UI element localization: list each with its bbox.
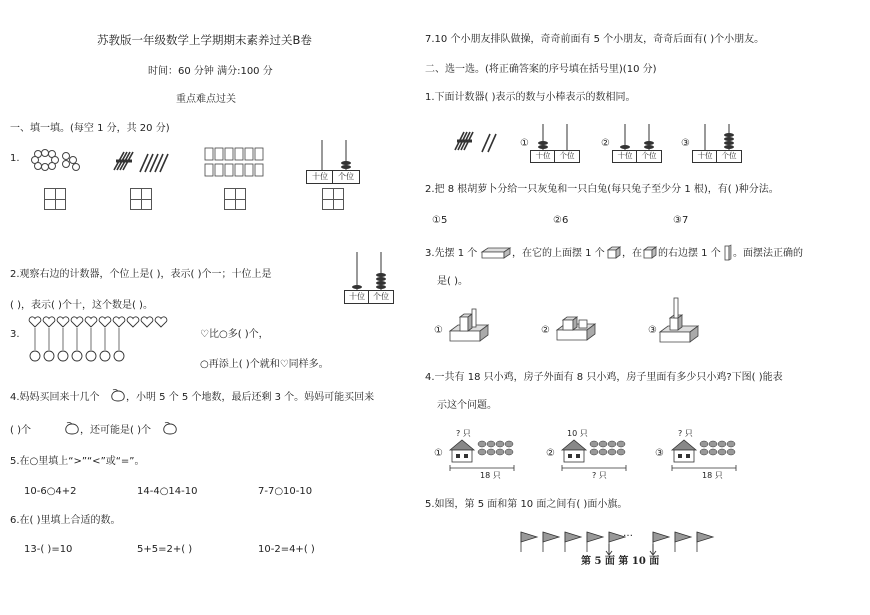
r1-a2-ones: 个位 — [636, 150, 662, 163]
flags-picture — [517, 528, 723, 556]
sticks-picture — [110, 148, 172, 176]
r1-abacus-2 — [612, 122, 662, 150]
q4-line-2a: ( )个 — [10, 425, 31, 436]
q2-abacus — [344, 250, 394, 290]
answer-grid-1[interactable] — [44, 188, 66, 210]
section-subtitle: 重点难点过关 — [176, 94, 236, 105]
q4-line-2b: ，还可能是( )个 — [80, 425, 151, 436]
peach-icon-2 — [64, 421, 80, 437]
cube-icon — [606, 245, 622, 261]
r1-line: 1.下面计数器( )表示的数与小棒表示的数相同。 — [425, 92, 636, 103]
q6-item-3: 10-2=4+( ) — [258, 544, 315, 555]
r1-option-1[interactable]: ① — [520, 138, 529, 149]
r2-line: 2.把 8 根胡萝卜分给一只灰兔和一只白兔(每只兔子至少分 1 根)，有( )种分法。 — [425, 184, 779, 195]
r4-option-2[interactable]: ② — [546, 448, 555, 459]
q3-line-2: ○再添上( )个就和♡同样多。 — [200, 359, 329, 370]
section-1-heading: 一、填一填。(每空 1 分，共 20 分) — [10, 123, 170, 134]
q5-line: 5.在○里填上“>”“<”或“=”。 — [10, 456, 145, 467]
r1-option-3[interactable]: ③ — [681, 138, 690, 149]
q5-item-1: 10-6○4+2 — [24, 486, 77, 497]
r3-shape-2 — [555, 308, 599, 342]
flat-block-icon — [480, 246, 512, 260]
r2-option-2[interactable]: ②6 — [553, 215, 569, 226]
q1-number: 1. — [10, 153, 20, 164]
r4-opt3-top-label: ? 只 — [678, 429, 693, 438]
q3-line-1: ♡比○多( )个， — [200, 329, 269, 340]
time-info: 时间：60 分钟 满分:100 分 — [148, 66, 273, 77]
r5-line: 5.如图，第 5 面和第 10 面之间有( )面小旗。 — [425, 499, 628, 510]
q2-line-2: ( )，表示( )个十，这个数是( )。 — [10, 300, 153, 311]
peach-icon — [110, 388, 126, 404]
r4-line-1: 4.一共有 18 只小鸡，房子外面有 8 只小鸡，房子里面有多少只小鸡?下图( )能表 — [425, 372, 783, 383]
r1-a2-tens: 十位 — [612, 150, 638, 163]
r3-line-1b: ，在它的上面摆 1 个 — [512, 248, 605, 259]
r3-option-3[interactable]: ③ — [648, 325, 657, 336]
r3-line-1c: ，在 — [622, 248, 642, 259]
q6-line: 6.在( )里填上合适的数。 — [10, 515, 121, 526]
r5-dots: … — [623, 528, 633, 539]
q6-item-1: 13-( )=10 — [24, 544, 73, 555]
q5-item-3: 7-7○10-10 — [258, 486, 313, 497]
r3-line-2: 是( )。 — [437, 276, 468, 287]
answer-grid-4[interactable] — [322, 188, 344, 210]
r4-opt2-top-label: 10 只 — [567, 429, 588, 438]
r3-line-1a: 3.先摆 1 个 — [425, 248, 478, 259]
answer-grid-3[interactable] — [224, 188, 246, 210]
r3-shape-1 — [448, 303, 492, 343]
r1-a1-ones: 个位 — [554, 150, 580, 163]
r1-sticks-picture — [452, 128, 500, 154]
r1-option-2[interactable]: ② — [601, 138, 610, 149]
q2-tens-label: 十位 — [344, 290, 370, 304]
q3-number: 3. — [10, 329, 20, 340]
q4-line-1a: 4.妈妈买回来十几个 — [10, 392, 100, 403]
hearts-and-circles-picture — [28, 316, 170, 364]
r4-opt1-bottom-label: 18 只 — [480, 471, 501, 480]
r1-abacus-3 — [692, 122, 742, 150]
r3-shape-3 — [658, 294, 702, 350]
r1-abacus-1 — [530, 122, 580, 150]
beads-picture — [30, 148, 82, 172]
ones-label: 个位 — [332, 170, 360, 184]
r3-line-1e: 。面摆法正确的 — [733, 248, 803, 259]
r1-a1-tens: 十位 — [530, 150, 556, 163]
r3-option-2[interactable]: ② — [541, 325, 550, 336]
q7-line: 7.10 个小朋友排队做操，奇奇前面有 5 个小朋友，奇奇后面有( )个小朋友。 — [425, 34, 765, 45]
bottles-picture — [203, 146, 269, 180]
r4-opt1-top-label: ? 只 — [456, 429, 471, 438]
cube-icon-2 — [642, 245, 658, 261]
r4-option-1[interactable]: ① — [434, 448, 443, 459]
r2-option-1[interactable]: ①5 — [432, 215, 448, 226]
exam-title: 苏教版一年级数学上学期期末素养过关B卷 — [97, 33, 312, 47]
r2-option-3[interactable]: ③7 — [673, 215, 689, 226]
r4-line-2: 示这个问题。 — [437, 400, 497, 411]
r1-a3-tens: 十位 — [692, 150, 718, 163]
section-2-heading: 二、选一选。(将正确答案的序号填在括号里)(10 分) — [425, 64, 657, 75]
q5-item-2: 14-4○14-10 — [137, 486, 198, 497]
r3-option-1[interactable]: ① — [434, 325, 443, 336]
r3-line-1d: 的右边摆 1 个 — [658, 248, 721, 259]
tall-block-icon — [724, 244, 732, 262]
r4-opt3-bottom-label: 18 只 — [702, 471, 723, 480]
r4-option-3[interactable]: ③ — [655, 448, 664, 459]
q2-line-1: 2.观察右边的计数器，个位上是( )，表示( )个一；十位上是 — [10, 269, 272, 280]
r5-caption: 第 5 面 第 10 面 — [581, 556, 660, 567]
q6-item-2: 5+5=2+( ) — [137, 544, 193, 555]
tens-label: 十位 — [306, 170, 334, 184]
q1-abacus — [306, 138, 360, 170]
q4-line-1b: ，小明 5 个 5 个地数，最后还剩 3 个。妈妈可能买回来 — [126, 392, 375, 403]
peach-icon-3 — [162, 421, 178, 437]
r4-opt2-bottom-label: ? 只 — [592, 471, 607, 480]
q2-ones-label: 个位 — [368, 290, 394, 304]
answer-grid-2[interactable] — [130, 188, 152, 210]
r1-a3-ones: 个位 — [716, 150, 742, 163]
